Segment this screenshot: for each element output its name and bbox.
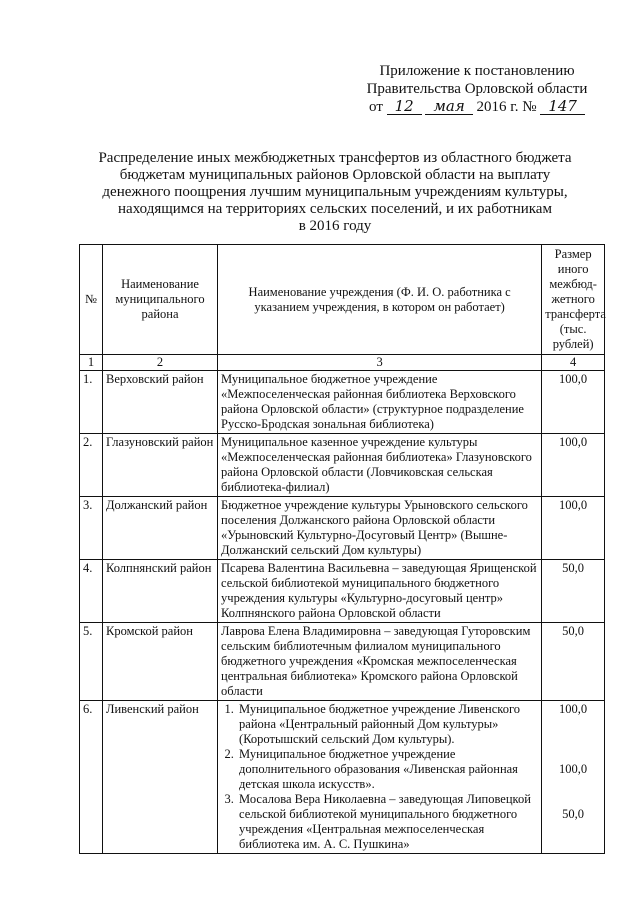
row-number: 3. [80,497,103,560]
transfer-amount: 50,0 [542,623,605,701]
title-line-5: в 2016 году [298,218,372,234]
header-amount: Размер иного межбюд-жетного трансферта (тыс. рублей) [542,245,605,355]
institution-list-cell [218,701,542,854]
transfer-amount: 100,0 [542,434,605,497]
district-name: Ливенский район [103,701,218,854]
col-index: 1 [80,355,103,371]
district-name: Кромской район [103,623,218,701]
appendix-line-2: Правительства Орловской области [366,81,588,97]
row-number: 4. [80,560,103,623]
transfer-amount: 100,0 [559,762,588,776]
transfer-amount: 50,0 [562,807,585,821]
district-name: Верховский район [103,371,218,434]
table-header-row [80,245,605,355]
institution-name: Бюджетное учреждение культуры Урыновского сельского поселения Должанского района Орловской области «Урыновский Культурно-Досуговый Центр» (Вышне-Должанский сельский Дом культуры) [218,497,542,560]
institution-list-item: 1. Муниципальное бюджетное учреждение Ливенского района «Центральный районный Дом культуры» (Коротышский сельский Дом культуры). [237,702,538,747]
transfer-amount: 100,0 [559,702,588,716]
row-number: 5. [80,623,103,701]
transfer-amount: 100,0 [542,371,605,434]
row-number: 2. [80,434,103,497]
institution-name: Муниципальное бюджетное учреждение «Межпоселенческая районная библиотека Верховского района Орловской области» (структурное подразделение Русско-Бродская зональная библиотека) [218,371,542,434]
date-month: мая [425,99,472,115]
title-line-3: денежного поощрения лучшим муниципальным учреждениям культуры, [102,184,568,200]
date-day: 12 [387,99,422,115]
district-name: Колпнянский район [103,560,218,623]
table-row [80,371,605,434]
institution-name: Муниципальное казенное учреждение культуры «Межпоселенческая районная библиотека» Глазуновского района Орловской области (Ловчиковская сельская библиотека-филиал) [218,434,542,497]
header-num: № [80,245,103,355]
document-title [70,150,600,235]
institution-list-item: 2. Муниципальное бюджетное учреждение дополнительного образования «Ливенская районная детская школа искусств». [237,747,538,792]
date-prefix: от [369,99,383,115]
institution-name: Псарева Валентина Васильевна – заведующая Ярищенской сельской библиотекой муниципального бюджетного учреждения культуры «Культурно-досуговый центр» Колпнянского района Орловской области [218,560,542,623]
col-index: 2 [103,355,218,371]
transfer-amount: 100,0 [542,497,605,560]
title-line-1: Распределение иных межбюджетных трансфертов из областного бюджета [98,150,572,166]
col-index: 4 [542,355,605,371]
row-number: 6. [80,701,103,854]
appendix-date-line [352,98,602,116]
district-name: Глазуновский район [103,434,218,497]
row-number: 1. [80,371,103,434]
institution-name: Лаврова Елена Владимировна – заведующая Гуторовским сельским библиотечным филиалом муниципального бюджетного учреждения «Кромская межпоселенческая центральная библиотека» Кромского района Орловской области [218,623,542,701]
appendix-line-1: Приложение к постановлению [379,63,575,79]
table-row [80,623,605,701]
institution-list-item: 3. Мосалова Вера Николаевна – заведующая Липовецкой сельской библиотекой муниципального бюджетного учреждения «Центральная межпоселенческая библиотека им. А. С. Пушкина» [237,792,538,852]
header-district: Наименование муниципального района [103,245,218,355]
date-year: 2016 г. № [476,99,537,115]
district-name: Должанский район [103,497,218,560]
title-line-2: бюджетам муниципальных районов Орловской области на выплату [119,167,551,183]
distribution-table [79,244,605,854]
table-row [80,701,605,854]
col-index: 3 [218,355,542,371]
appendix-header [352,62,602,116]
transfer-amount: 50,0 [542,560,605,623]
transfer-amount-cell [542,701,605,854]
doc-number: 147 [540,99,585,115]
header-institution: Наименование учреждения (Ф. И. О. работника с указанием учреждения, в котором он работает) [218,245,542,355]
table-row [80,560,605,623]
table-row [80,434,605,497]
column-index-row [80,355,605,371]
table-row [80,497,605,560]
title-line-4: находящимся на территориях сельских поселений, и их работникам [118,201,552,217]
institution-list [221,702,538,852]
